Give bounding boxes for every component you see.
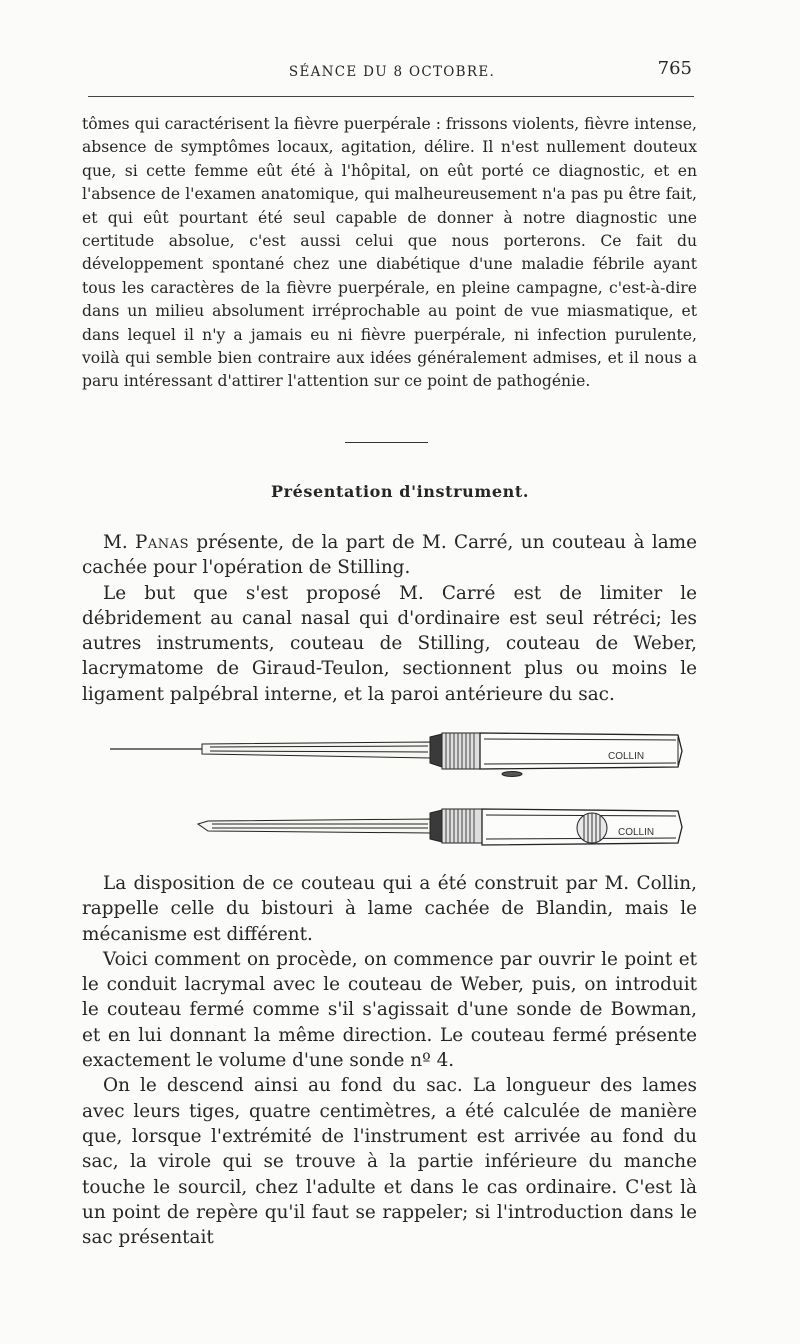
- knife-open-bottom: [198, 809, 682, 845]
- author-name: Panas: [135, 532, 189, 553]
- running-head: SÉANCE DU 8 OCTOBRE.: [288, 64, 496, 80]
- section-separator: [345, 442, 428, 443]
- closing-paragraph: [82, 113, 697, 394]
- maker-label-1: COLLIN: [608, 751, 645, 762]
- knife-illustration: [100, 725, 690, 850]
- depth-paragraph: On le descend ainsi au fond du sac. La longueur des lames avec leurs tiges, quatre centimètres, a été calculée de manière que, lorsque l'extrémité de l'instrument est arrivée au fond du sac, la virole qui se trouve à la partie inférieure du manche touche le sourcil, chez l'adulte et dans le cas ordinaire. C'est là un point de repère qu'il faut se rappeler; si l'introduction dans le sac présentait: [82, 1075, 697, 1249]
- instrument-figure: [100, 725, 690, 850]
- purpose-paragraph: Le but que s'est proposé M. Carré est de limiter le débridement au canal nasal qui d'ordinaire est seul rétréci; les autres instruments, couteau de Stilling, couteau de Weber, lacrymatome de Giraud-Teulon, sectionnent plus ou moins le ligament palpébral interne, et la paroi antérieure du sac.: [82, 582, 697, 705]
- page-number: 765: [657, 58, 692, 79]
- section-title: Présentation d'instrument.: [270, 482, 530, 501]
- header-rule: [88, 96, 694, 97]
- procedure-paragraph: Voici comment on procède, on commence par ouvrir le point et le conduit lacrymal avec le couteau de Weber, puis, on introduit le couteau fermé comme s'il s'agissait d'une sonde de Bowman, et en lui donnant la même direction. Le couteau fermé présente exactement le volume d'une sonde nº 4.: [82, 948, 697, 1072]
- paragraph-text: tômes qui caractérisent la fièvre puerpérale : frissons violents, fièvre intense, absence de symptômes locaux, agitation, délire. Il n'est nullement douteux que, si cette femme eût été à l'hôpital, on eût porté ce diagnostic, et en l'absence de l'examen anatomique, qui malheureusement n'a pas pu être fait, et qui eût pourtant été seul capable de donner à notre diagnostic une certitude absolue, c'est aussi celui que nous porterons. Ce fait du développement spontané chez une diabétique d'une maladie fébrile ayant tous les caractères de la fièvre puerpérale, en pleine campagne, c'est-à-dire dans un milieu absolument irréprochable au point de vue miasmatique, et dans lequel il n'y a jamais eu ni fièvre puerpérale, ni infection purulente, voilà qui semble bien contraire aux idées généralement admises, et il nous a paru intéressant d'attirer l'attention sur ce point de pathogénie.: [82, 115, 697, 391]
- maker-label-2: COLLIN: [618, 827, 655, 838]
- knife-closed-top: [110, 733, 682, 777]
- intro-rest: présente, de la part de M. Carré, un couteau à lame cachée pour l'opération de Stilling.: [82, 532, 697, 579]
- instrument-text-lower: [82, 871, 697, 1250]
- page-header: [88, 58, 696, 88]
- instrument-text-upper: [82, 530, 697, 707]
- intro-paragraph: [82, 530, 697, 581]
- construction-paragraph: La disposition de ce couteau qui a été construit par M. Collin, rappelle celle du bistouri à lame cachée de Blandin, mais le mécanisme est différent.: [82, 873, 697, 945]
- intro-prefix: M.: [103, 532, 136, 553]
